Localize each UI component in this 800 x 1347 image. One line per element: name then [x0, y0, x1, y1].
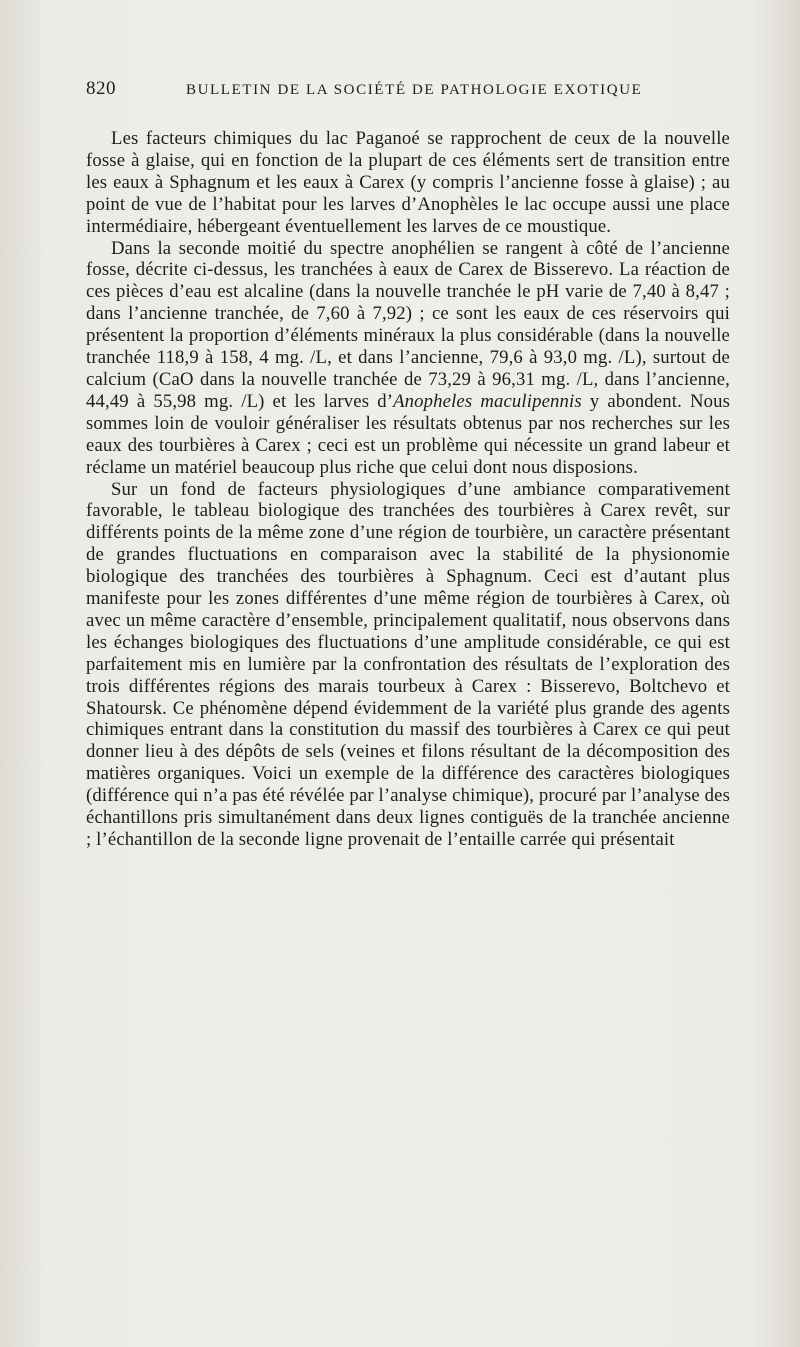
species-name: Anopheles maculipennis — [393, 390, 582, 412]
body-text — [86, 128, 730, 851]
paragraph-3: Sur un fond de facteurs physiologiques d’une ambiance comparativement favorable, le tableau biologique des tranchées des tourbières à Carex revêt, sur différents points de la même zone d’une région de tourbière, un caractère présentant de grandes fluctuations en comparaison avec la stabilité de la physionomie biologique des tranchées des tourbières à Sphagnum. Ceci est d’autant plus manifeste pour les zones différentes d’une même région de tourbières à Carex, où avec un même caractère d’ensemble, principalement qualitatif, nous observons dans les échanges biologiques des fluctuations d’une amplitude considérable, ce qui est parfaitement mis en lumière par la confrontation des résultats de l’exploration des trois différentes régions des marais tourbeux à Carex : Bisserevo, Boltchevo et Shatoursk. Ce phénomène dépend évidemment de la variété plus grande des agents chimiques entrant dans la constitution du massif des tourbières à Carex ce qui peut donner lieu à des dépôts de sels (veines et filons résultant de la décomposition des matières organiques. Voici un exemple de la différence des caractères biologiques (différence qui n’a pas été révélée par l’analyse chimique), procuré par l’analyse des échantillons pris simultanément dans deux lignes contiguës de la tranchée ancienne ; l’échantillon de la seconde ligne provenait de l’entaille carrée qui présentait — [86, 478, 730, 850]
paragraph-2 — [86, 238, 730, 479]
running-title: BULLETIN DE LA SOCIÉTÉ DE PATHOLOGIE EXOTIQUE — [186, 82, 643, 98]
paragraph-1: Les facteurs chimiques du lac Paganoé se rapprochent de ceux de la nouvelle fosse à glaise, qui en fonction de la plupart de ces éléments sert de transition entre les eaux à Sphagnum et les eaux à Carex (y compris l’ancienne fosse à glaise) ; au point de vue de l’habitat pour les larves d’Anophèles le lac occupe aussi une place intermédiaire, hébergeant éventuellement les larves de ce moustique. — [86, 128, 730, 237]
page-header — [86, 78, 726, 100]
page-number: 820 — [86, 78, 116, 99]
paragraph-2-text-after: y abondent. Nous sommes loin de vouloir généraliser les résultats obtenus par nos recherches sur les eaux des tourbières à Carex ; ceci est un problème qui nécessite un grand labeur et réclame un matériel beaucoup plus riche que celui dont nous disposions. — [86, 390, 731, 478]
paragraph-2-text-before: Dans la seconde moitié du spectre anophélien se rangent à côté de l’ancienne fosse, décrite ci-dessus, les tranchées à eaux de Carex de Bisserevo. La réaction de ces pièces d’eau est alcaline (dans la nouvelle tranchée le pH varie de 7,40 à 8,47 ; dans l’ancienne tranchée, de 7,60 à 7,92) ; ce sont les eaux de ces réservoirs qui présentent la proportion d’éléments minéraux la plus considérable (dans la nouvelle tranchée 118,9 à 158, 4 mg. /L, et dans l’ancienne, 79,6 à 93,0 mg. /L), surtout de calcium (CaO dans la nouvelle tranchée de 73,29 à 96,31 mg. /L, dans l’ancienne, 44,49 à 55,98 mg. /L) et les larves d’ — [86, 237, 730, 412]
